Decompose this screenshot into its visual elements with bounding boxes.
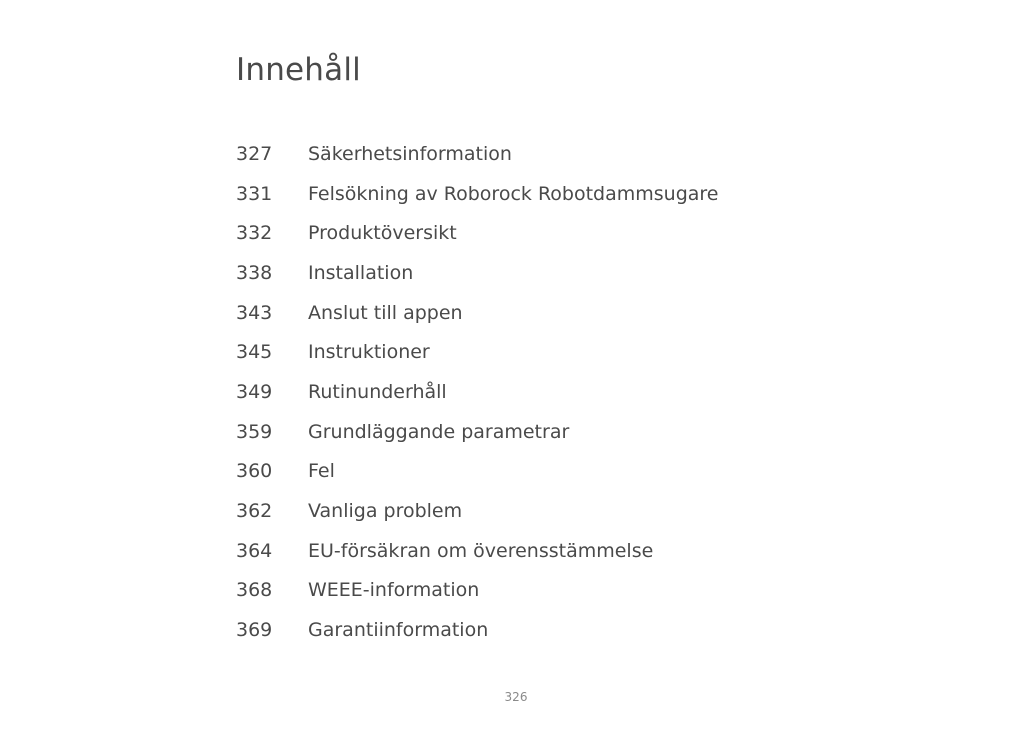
toc-page-number: 360 [236,460,273,483]
toc-label: Instruktioner [308,341,430,364]
toc-label: Felsökning av Roborock Robotdammsugare [308,182,719,205]
toc-item[interactable] [236,253,719,293]
table-of-contents [236,134,719,650]
toc-item[interactable] [236,491,719,531]
toc-label: Grundläggande parametrar [308,420,570,443]
toc-page-number: 369 [236,619,273,642]
toc-item[interactable] [236,571,719,611]
toc-page-number: 345 [236,341,273,364]
toc-item[interactable] [236,412,719,452]
toc-page-number: 343 [236,301,273,324]
toc-page-number: 349 [236,380,273,403]
toc-label: Säkerhetsinformation [308,142,512,165]
toc-item[interactable] [236,531,719,571]
toc-page-number: 364 [236,539,273,562]
toc-item[interactable] [236,372,719,412]
toc-page-number: 368 [236,579,273,602]
toc-label: Produktöversikt [308,222,457,245]
toc-page-number: 338 [236,261,273,284]
toc-label: Rutinunderhåll [308,380,447,403]
toc-label: WEEE-information [308,579,480,602]
toc-label: Anslut till appen [308,301,463,324]
toc-page-number: 332 [236,222,273,245]
toc-label: EU-försäkran om överensstämmelse [308,539,654,562]
toc-page-number: 359 [236,420,273,443]
page-number: 326 [504,690,528,704]
toc-label: Garantiinformation [308,619,489,642]
toc-item[interactable] [236,213,719,253]
toc-page-number: 362 [236,500,273,523]
toc-label: Vanliga problem [308,500,463,523]
toc-label: Installation [308,261,414,284]
toc-item[interactable] [236,174,719,214]
toc-item[interactable] [236,610,719,650]
toc-item[interactable] [236,134,719,174]
toc-item[interactable] [236,332,719,372]
toc-item[interactable] [236,452,719,492]
toc-page-number: 327 [236,142,273,165]
toc-page-number: 331 [236,182,273,205]
toc-item[interactable] [236,293,719,333]
toc-label: Fel [308,460,335,483]
page-title: Innehåll [236,52,361,88]
